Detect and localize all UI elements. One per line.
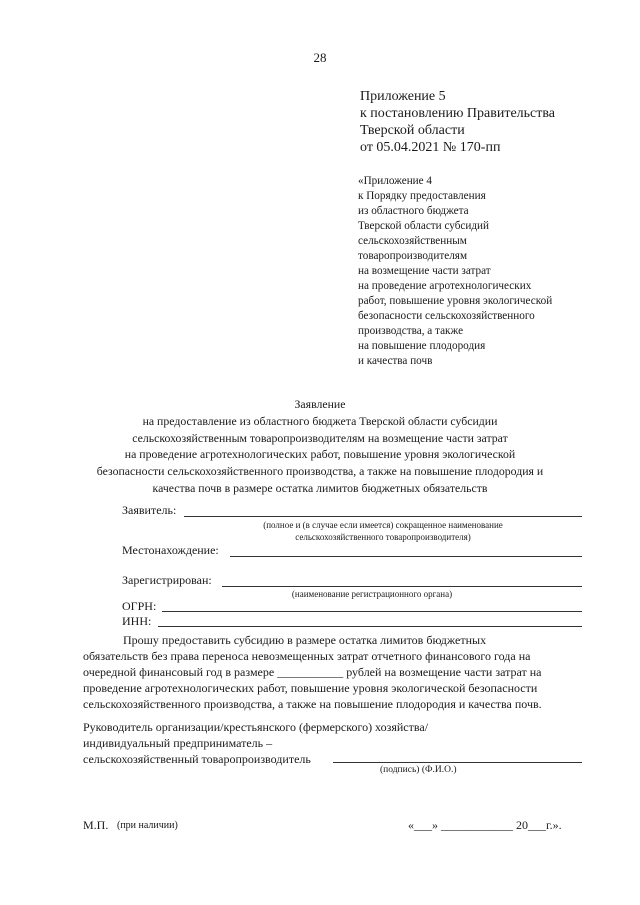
application-title xyxy=(0,396,640,497)
location-label: Местонахождение: xyxy=(122,543,219,557)
appendix-4-line: безопасности сельскохозяйственного xyxy=(358,310,535,322)
page-number: 28 xyxy=(313,50,327,65)
petition-paragraph xyxy=(83,632,581,712)
ogrn-label: ОГРН: xyxy=(122,599,157,613)
appendix-4-line: Тверской области субсидий xyxy=(358,220,490,232)
title-heading: Заявление xyxy=(294,397,346,411)
head-block xyxy=(83,719,428,767)
title-line: безопасности сельскохозяйственного производства, а также на повышение плодородия и xyxy=(96,464,544,479)
appendix-5-line: Тверской области xyxy=(360,123,465,138)
date-year-field[interactable]: ___ xyxy=(528,818,546,832)
location-field[interactable] xyxy=(230,556,582,557)
applicant-caption: (полное и (в случае если имеется) сокращенное наименование xyxy=(263,520,503,530)
registered-field[interactable] xyxy=(222,586,582,587)
date-year-suffix: г.». xyxy=(546,818,562,832)
inn-label: ИНН: xyxy=(122,614,152,628)
appendix-4-line: работ, повышение уровня экологической xyxy=(358,295,553,307)
petition-line: очередной финансовый год в размере ___________ рублей на возмещение части затрат на xyxy=(83,665,542,679)
date-day-field[interactable]: ___ xyxy=(414,818,432,832)
appendix-5-header xyxy=(360,88,555,156)
appendix-4-line: и качества почв xyxy=(358,355,433,367)
title-line: на предоставление из областного бюджета Тверской области субсидии xyxy=(142,413,498,428)
date-line xyxy=(408,818,562,833)
head-line: сельскохозяйственный товаропроизводитель xyxy=(83,752,311,766)
signature-caption: (подпись) (Ф.И.О.) xyxy=(380,765,457,775)
stamp-label: М.П. xyxy=(83,818,109,832)
appendix-5-line: Приложение 5 xyxy=(360,89,446,104)
appendix-4-header xyxy=(358,174,552,369)
registered-caption: (наименование регистрационного органа) xyxy=(291,589,453,599)
title-line: сельскохозяйственным товаропроизводителям на возмещение части затрат xyxy=(132,430,508,445)
appendix-4-line: на возмещение части затрат xyxy=(358,265,491,277)
petition-line: проведение агротехнологических работ, повышение уровня экологической безопасности xyxy=(83,681,538,695)
applicant-caption: сельскохозяйственного товаропроизводителя) xyxy=(295,532,471,542)
appendix-4-line: «Приложение 4 xyxy=(358,175,433,187)
appendix-4-line: на проведение агротехнологических xyxy=(358,280,532,292)
title-line: на проведение агротехнологических работ, повышение уровня экологической xyxy=(124,447,516,462)
inn-field[interactable] xyxy=(158,626,582,627)
petition-line: сельскохозяйственного производства, а также на повышение плодородия и качества почв. xyxy=(83,697,542,711)
signature-field[interactable] xyxy=(333,762,582,763)
date-year-prefix: 20 xyxy=(516,818,528,832)
petition-line: Прошу предоставить субсидию в размере остатка лимитов бюджетных xyxy=(123,633,487,647)
appendix-4-line: к Порядку предоставления xyxy=(358,190,486,202)
head-line: Руководитель организации/крестьянского (фермерского) хозяйства/ xyxy=(83,720,429,734)
title-line: качества почв в размере остатка лимитов бюджетных обязательств xyxy=(152,480,488,495)
appendix-4-line: товаропроизводителям xyxy=(358,250,468,262)
ogrn-field[interactable] xyxy=(162,611,582,612)
date-close-quote: » xyxy=(432,818,438,832)
registered-label: Зарегистрирован: xyxy=(122,573,212,587)
head-line: индивидуальный предприниматель – xyxy=(83,736,273,750)
appendix-4-line: на повышение плодородия xyxy=(358,340,486,352)
appendix-5-line: от 05.04.2021 № 170-пп xyxy=(360,140,501,155)
date-open-quote: « xyxy=(408,818,414,832)
date-month-field[interactable]: ____________ xyxy=(441,818,513,832)
appendix-4-line: из областного бюджета xyxy=(358,205,469,217)
appendix-4-line: производства, а также xyxy=(358,325,464,337)
applicant-field[interactable] xyxy=(184,516,582,517)
applicant-label: Заявитель: xyxy=(122,503,177,517)
appendix-5-line: к постановлению Правительства xyxy=(360,106,556,121)
petition-line: обязательств без права переноса невозмещенных затрат отчетного финансового года на xyxy=(83,649,531,663)
appendix-4-line: сельскохозяйственным xyxy=(358,235,467,247)
stamp-note: (при наличии) xyxy=(117,820,178,831)
